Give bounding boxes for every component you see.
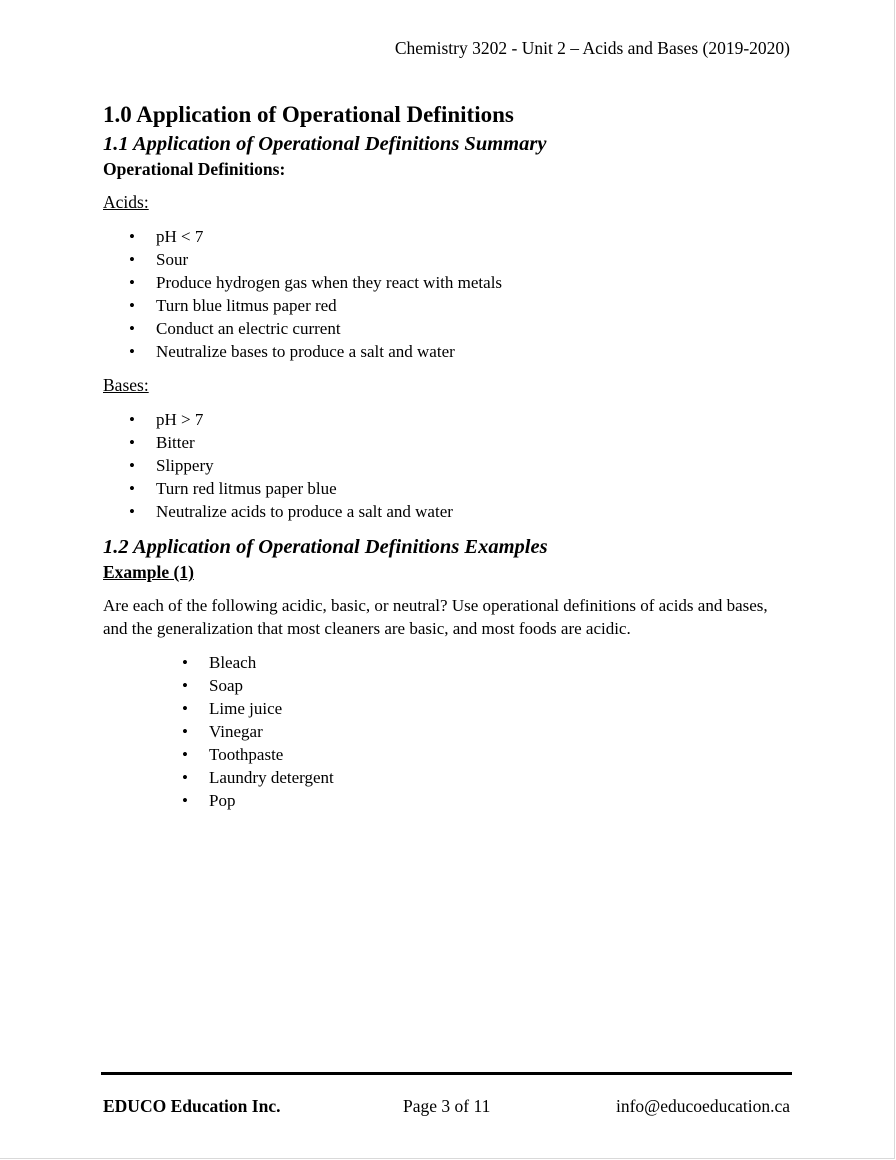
bases-list	[103, 408, 793, 523]
footer-company: EDUCO Education Inc.	[103, 1096, 281, 1116]
footer-page-number: Page 3 of 11	[403, 1096, 491, 1116]
list-item: • Bitter	[103, 431, 793, 454]
list-item: • Vinegar	[103, 720, 793, 743]
list-item: • Slippery	[103, 454, 793, 477]
list-item: • Neutralize acids to produce a salt and water	[103, 500, 793, 523]
bases-label: Bases:	[103, 375, 149, 395]
subsection-title-summary: 1.1 Application of Operational Definitions Summary	[103, 133, 547, 155]
document-body	[103, 100, 793, 812]
list-item: • Lime juice	[103, 697, 793, 720]
section-title: 1.0 Application of Operational Definitions	[103, 102, 514, 127]
list-item: • Laundry detergent	[103, 766, 793, 789]
list-item: • pH > 7	[103, 408, 793, 431]
example-items-list	[103, 651, 793, 812]
list-item: • Turn blue litmus paper red	[103, 294, 793, 317]
operational-definitions-heading: Operational Definitions:	[103, 159, 286, 179]
list-item: • Toothpaste	[103, 743, 793, 766]
footer-divider	[101, 1072, 792, 1075]
list-item: • Neutralize bases to produce a salt and water	[103, 340, 793, 363]
running-header: Chemistry 3202 - Unit 2 – Acids and Bases (2019-2020)	[394, 38, 790, 58]
list-item: • Produce hydrogen gas when they react with metals	[103, 271, 793, 294]
example-label: Example (1)	[103, 562, 194, 582]
example-question: Are each of the following acidic, basic, or neutral? Use operational definitions of acids and bases, and the generalization that most cleaners are basic, and most foods are acidic.	[103, 596, 768, 638]
list-item: • Sour	[103, 248, 793, 271]
list-item: • Pop	[103, 789, 793, 812]
list-item: • pH < 7	[103, 225, 793, 248]
subsection-title-examples: 1.2 Application of Operational Definitions Examples	[103, 536, 548, 558]
acids-list	[103, 225, 793, 363]
acids-label: Acids:	[103, 192, 149, 212]
list-item: • Turn red litmus paper blue	[103, 477, 793, 500]
list-item: • Conduct an electric current	[103, 317, 793, 340]
list-item: • Bleach	[103, 651, 793, 674]
footer-email: info@educoeducation.ca	[615, 1096, 790, 1116]
list-item: • Soap	[103, 674, 793, 697]
